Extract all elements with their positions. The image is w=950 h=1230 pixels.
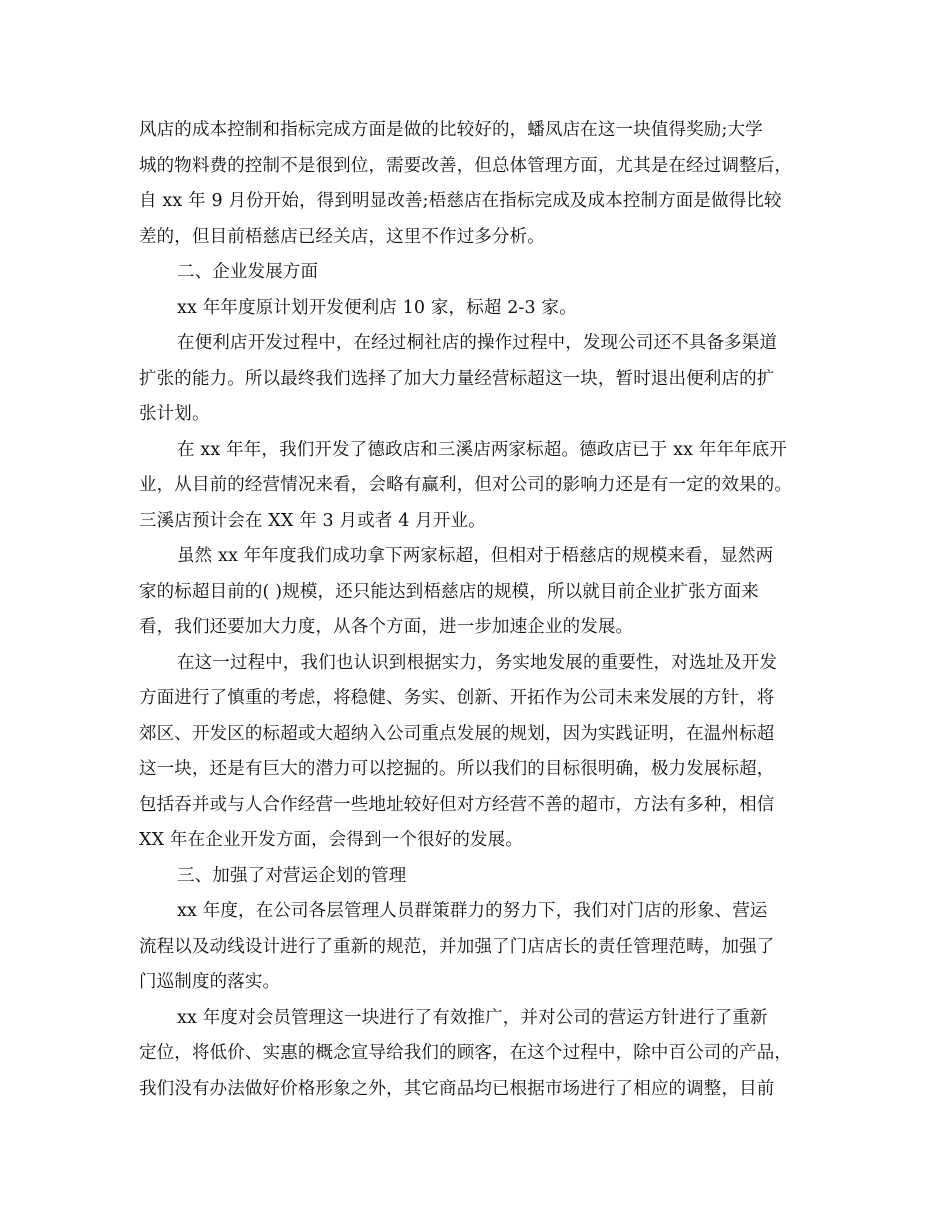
text-line: 业，从目前的经营情况来看，会略有赢利，但对公司的影响力还是有一定的效果的。	[139, 475, 793, 495]
text-line: 自 xx 年 9 月份开始，得到明显改善;梧慈店在指标完成及成本控制方面是做得比较	[139, 191, 782, 211]
text-line: 我们没有办法做好价格形象之外，其它商品均已根据市场进行了相应的调整，目前	[139, 1078, 775, 1099]
text-line: 张计划。	[139, 404, 210, 424]
document-body	[139, 113, 819, 1107]
text-line: 在这一过程中，我们也认识到根据实力，务实地发展的重要性，对选址及开发	[177, 652, 778, 673]
text-line: 城的物料费的控制不是很到位，需要改善，但总体管理方面，尤其是在经过调整后，	[139, 155, 793, 176]
text-line: 差的，但目前梧慈店已经关店，这里不作过多分析。	[139, 226, 545, 247]
text-line: 三、加强了对营运企划的管理	[177, 865, 407, 886]
text-line: 门巡制度的落实。	[139, 972, 281, 992]
text-line: 郊区、开发区的标超或大超纳入公司重点发展的规划，因为实践证明，在温州标超	[139, 723, 775, 744]
text-line: 在便利店开发过程中，在经过桐社店的操作过程中，发现公司还不具备多渠道	[177, 333, 778, 353]
text-line: 方面进行了慎重的考虑，将稳健、务实、创新、开拓作为公司未来发展的方针，将	[139, 688, 775, 708]
text-line: xx 年度，在公司各层管理人员群策群力的努力下，我们对门店的形象、营运	[177, 901, 768, 921]
text-line: XX 年在企业开发方面，会得到一个很好的发展。	[139, 830, 523, 850]
text-line: xx 年年度原计划开发便利店 10 家，标超 2-3 家。	[177, 297, 577, 318]
text-line: 风店的成本控制和指标完成方面是做的比较好的，蟠凤店在这一块值得奖励;大学	[139, 120, 763, 140]
text-line: 包括吞并或与人合作经营一些地址较好但对方经营不善的超市，方法有多种，相信	[139, 794, 775, 815]
text-line: 家的标超目前的( )规模，还只能达到梧慈店的规模，所以就目前企业扩张方面来	[139, 581, 759, 602]
text-line: 在 xx 年年，我们开发了德政店和三溪店两家标超。德政店已于 xx 年年年底开	[177, 439, 788, 460]
text-line: 三溪店预计会在 XX 年 3 月或者 4 月开业。	[139, 510, 486, 531]
text-line: 虽然 xx 年年度我们成功拿下两家标超，但相对于梧慈店的规模来看，显然两	[177, 546, 774, 566]
text-line: 这一块，还是有巨大的潜力可以挖掘的。所以我们的目标很明确，极力发展标超，	[139, 759, 775, 779]
text-line: 流程以及动线设计进行了重新的规范，并加强了门店店长的责任管理范畴，加强了	[139, 936, 775, 957]
text-line: 二、企业发展方面	[177, 262, 319, 282]
text-line: 看，我们还要加大力度，从各个方面，进一步加速企业的发展。	[139, 617, 634, 637]
text-line: xx 年度对会员管理这一块进行了有效推广，并对公司的营运方针进行了重新	[177, 1007, 768, 1028]
text-line: 扩张的能力。所以最终我们选择了加大力量经营标超这一块，暂时退出便利店的扩	[139, 368, 775, 389]
text-line: 定位，将低价、实惠的概念宣导给我们的顾客，在这个过程中，除中百公司的产品，	[139, 1043, 793, 1063]
